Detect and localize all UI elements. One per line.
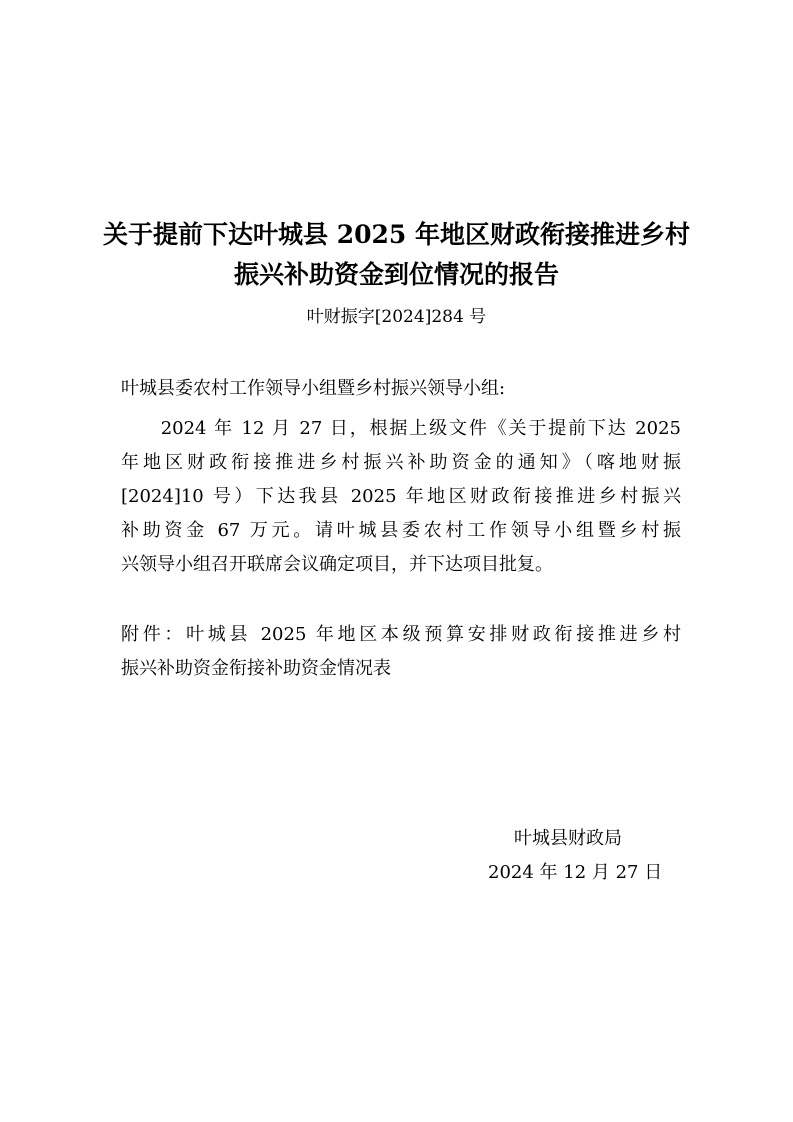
document-title-line-2: 振兴补助资金到位情况的报告: [233, 260, 559, 289]
body-line: 年地区财政衔接推进乡村振兴补助资金的通知》（喀地财振: [121, 452, 681, 473]
body-line: 2024 年 12 月 27 日，根据上级文件《关于提前下达 2025: [121, 418, 681, 439]
signature-issuer: 叶城县财政局: [514, 828, 622, 849]
salutation: 叶城县委农村工作领导小组暨乡村振兴领导小组:: [121, 378, 506, 399]
body-line: 兴领导小组召开联席会议确定项目，并下达项目批复。: [121, 554, 553, 575]
document-number: 叶财振字[2024]284 号: [306, 307, 487, 327]
body-line: 补助资金 67 万元。请叶城县委农村工作领导小组暨乡村振: [121, 520, 681, 541]
attachment-line: 振兴补助资金衔接补助资金情况表: [121, 658, 391, 679]
body-line: [2024]10 号）下达我县 2025 年地区财政衔接推进乡村振兴: [121, 486, 681, 507]
attachment-line: 附件：叶城县 2025 年地区本级预算安排财政衔接推进乡村: [121, 624, 681, 645]
signature-date: 2024 年 12 月 27 日: [488, 862, 663, 883]
document-title-line-1: 关于提前下达叶城县 2025 年地区财政衔接推进乡村: [103, 220, 690, 249]
